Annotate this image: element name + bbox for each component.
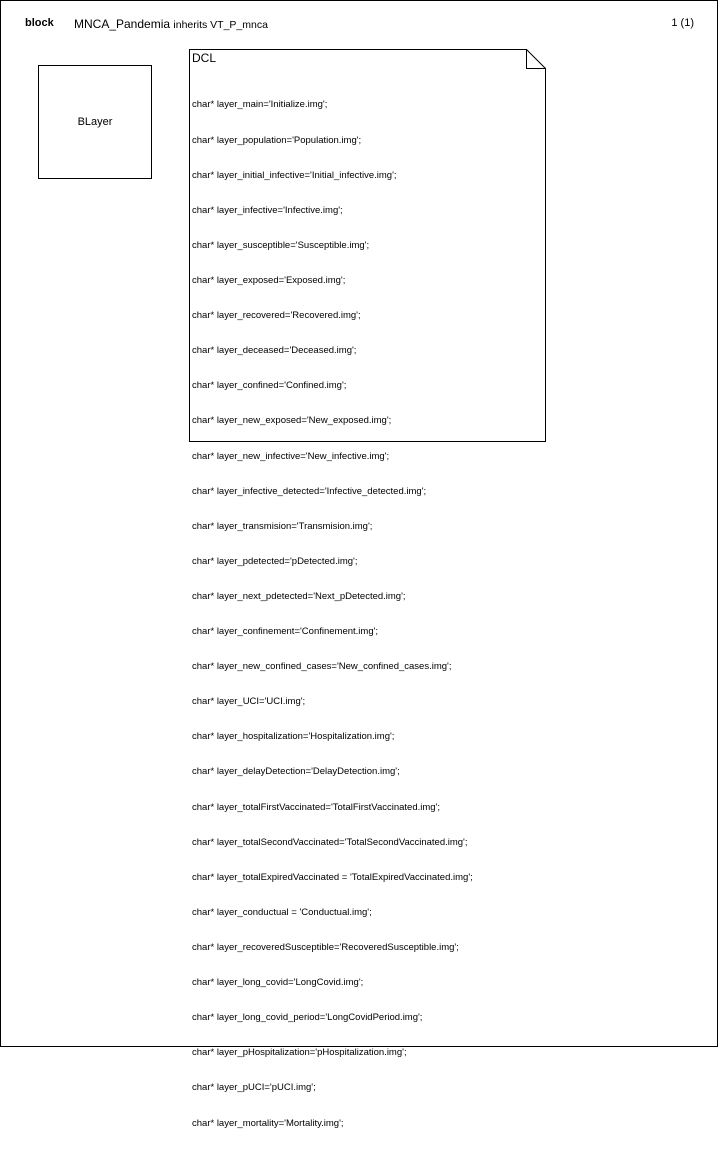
block-name: MNCA_Pandemia [74,17,171,31]
dcl-line: char* layer_delayDetection='DelayDetection.img'; [192,766,400,778]
dcl-line: char* layer_new_confined_cases='New_confined_cases.img'; [192,661,452,673]
dcl-line: char* layer_totalSecondVaccinated='TotalSecondVaccinated.img'; [192,836,468,848]
blayer-block-label: BLayer [77,116,113,128]
dcl-line: char* layer_recoveredSusceptible='RecoveredSusceptible.img'; [192,942,459,954]
inherits-label: inherits VT_P_mnca [173,19,268,31]
dcl-line: char* layer_susceptible='Susceptible.img'; [192,239,370,251]
dcl-line: char* layer_long_covid_period='LongCovidPeriod.img'; [192,1012,423,1024]
dcl-line: char* layer_pUCI='pUCI.img'; [192,1082,316,1094]
dcl-text-symbol[interactable] [189,49,546,1129]
dcl-line: char* layer_new_exposed='New_exposed.img'; [192,415,392,427]
dcl-declarations [192,76,473,1153]
dcl-line: char* layer_infective='Infective.img'; [192,204,343,216]
dcl-line: char* layer_transmision='Transmision.img'; [192,520,373,532]
dcl-line: char* layer_long_covid='LongCovid.img'; [192,977,364,989]
dcl-line: char* layer_deceased='Deceased.img'; [192,345,357,357]
dcl-line: char* layer_UCI='UCI.img'; [192,696,306,708]
blayer-block[interactable] [38,65,152,179]
dcl-line: char* layer_next_pdetected='Next_pDetected.img'; [192,590,406,602]
dcl-line: char* layer_totalFirstVaccinated='TotalFirstVaccinated.img'; [192,801,441,813]
dcl-line: char* layer_pHospitalization='pHospitalization.img'; [192,1047,407,1059]
dcl-line: char* layer_confined='Confined.img'; [192,380,347,392]
dcl-line: char* layer_hospitalization='Hospitalization.img'; [192,731,395,743]
dcl-line: char* layer_exposed='Exposed.img'; [192,274,346,286]
dcl-line: char* layer_initial_infective='Initial_infective.img'; [192,169,397,181]
diagram-title [74,17,268,31]
dcl-line: char* layer_mortality='Mortality.img'; [192,1117,344,1129]
dcl-line: char* layer_main='Initialize.img'; [192,99,328,111]
dcl-line: char* layer_recovered='Recovered.img'; [192,310,361,322]
dcl-line: char* layer_pdetected='pDetected.img'; [192,555,358,567]
page-number: 1 (1) [671,17,694,29]
dcl-line: char* layer_infective_detected='Infective_detected.img'; [192,485,427,497]
diagram-kind-keyword: block [25,17,54,29]
dcl-line: char* layer_conductual = 'Conductual.img'; [192,906,372,918]
dcl-title: DCL [192,51,217,65]
dcl-line: char* layer_new_infective='New_infective.img'; [192,450,390,462]
dcl-line: char* layer_confinement='Confinement.img'; [192,626,379,638]
dcl-line: char* layer_totalExpiredVaccinated = 'TotalExpiredVaccinated.img'; [192,871,473,883]
dcl-line: char* layer_population='Population.img'; [192,134,362,146]
